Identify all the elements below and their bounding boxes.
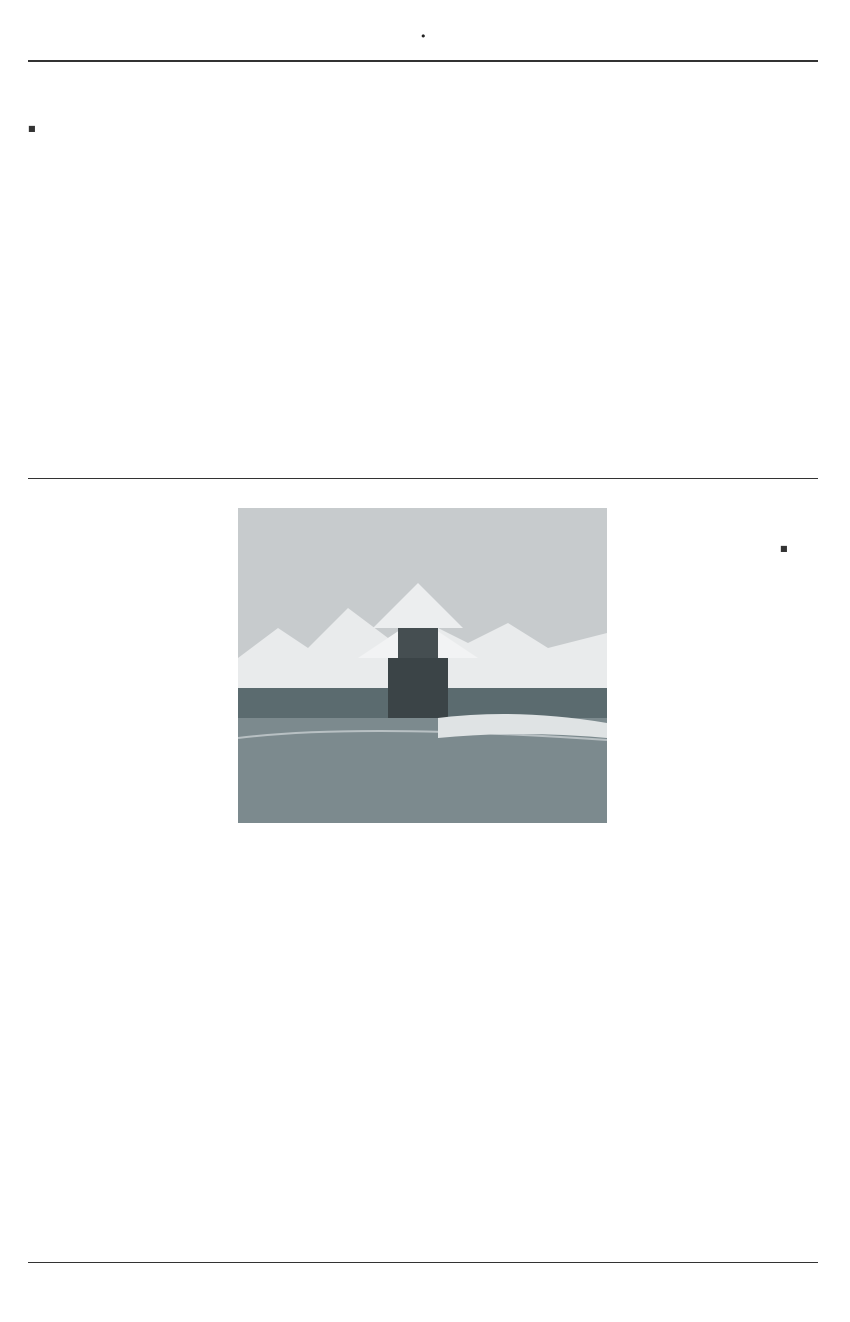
- article-body: [455, 66, 630, 466]
- article-body-2: [632, 560, 818, 1240]
- section-divider: [28, 478, 818, 479]
- byline: ■: [28, 124, 36, 133]
- header-rule: [28, 60, 818, 62]
- article-body-2: [640, 66, 752, 466]
- article-body: [92, 494, 234, 1262]
- article-body-2: [240, 138, 450, 460]
- page-number: •: [420, 30, 427, 43]
- article-body: [455, 560, 625, 1240]
- section-divider: [28, 1262, 818, 1263]
- byline: ■: [780, 544, 788, 553]
- article-body: [28, 138, 233, 466]
- article-body-2: [240, 830, 450, 1240]
